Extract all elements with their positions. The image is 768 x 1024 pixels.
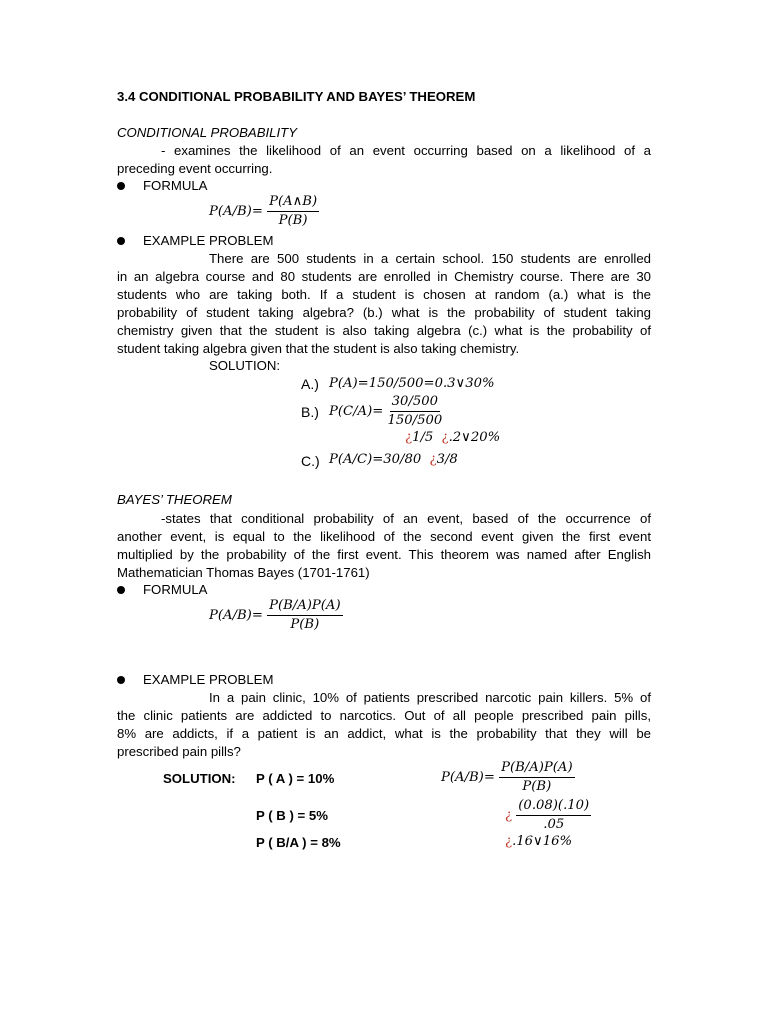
bullet-icon: [117, 586, 125, 594]
example-line: There are 500 students in a certain school. 150 students are enrolled: [209, 251, 651, 266]
answer-c-expr: P(A/C)=30/80: [329, 452, 422, 467]
solution-label: SOLUTION:: [209, 358, 281, 373]
example-line: 8% are addicts, if a patient is an addict, what is the probability that they will be: [117, 726, 651, 741]
page-title: 3.4 CONDITIONAL PROBABILITY AND BAYES’ THEOREM: [117, 89, 476, 104]
inverted-question-icon: ¿: [505, 834, 513, 849]
formula-numerator: P(B/A)P(A): [499, 760, 575, 778]
example-label: EXAMPLE PROBLEM: [143, 233, 274, 248]
bayes-solution-result: [505, 834, 572, 849]
bayes-desc-line: Mathematician Thomas Bayes (1701-1761): [117, 565, 370, 580]
bayes-solution-formula: [441, 760, 575, 795]
example-line: chemistry given that the student is also taking algebra (c.) what is the probability of: [117, 323, 651, 338]
formula-numerator: P(B/A)P(A): [267, 598, 343, 616]
formula-denominator: P(B): [278, 213, 308, 228]
example-line: probability of student taking algebra? (b.) what is the probability of student taking: [117, 305, 651, 320]
bayes-desc-line: -states that conditional probability of an event, based of the occurrence of: [161, 511, 651, 526]
example-line: in an algebra course and 80 students are enrolled in Chemistry course. There are 30: [117, 269, 651, 284]
substitution-denominator: .05: [543, 817, 565, 832]
answer-b-result: [405, 430, 500, 445]
formula-label: FORMULA: [143, 178, 208, 193]
answer-c-value: 3/8: [436, 452, 458, 467]
example-line: prescribed pain pills?: [117, 744, 241, 759]
example-label: EXAMPLE PROBLEM: [143, 672, 274, 687]
given-p-b: P ( B ) = 5%: [256, 808, 328, 823]
answer-c-math: [329, 452, 458, 467]
bayes-description: [117, 510, 651, 582]
answer-c-label: C.): [301, 453, 320, 469]
cp-formula: [209, 194, 319, 229]
answer-a-math: P(A)=150/500=0.3∨30%: [329, 376, 495, 391]
answer-b-lhs: P(C/A)=: [329, 404, 384, 419]
formula-fraction: [267, 598, 343, 633]
formula-label: FORMULA: [143, 582, 208, 597]
answer-b-value2: .2∨20%: [448, 430, 501, 445]
example-line: student taking algebra given that the student is also taking chemistry.: [117, 341, 520, 356]
answer-b-numerator: 30/500: [390, 394, 440, 412]
inverted-question-icon: ¿: [441, 430, 449, 445]
example-line: students who are taking both. If a student is chosen at random (a.) what is the: [117, 287, 651, 302]
bullet-icon: [117, 676, 125, 684]
bayes-result-value: .16∨16%: [512, 834, 573, 849]
formula-fraction: [267, 194, 319, 229]
bayes-desc-line: another event, is equal to the likelihood of the second event given the first event: [117, 529, 651, 544]
section-heading-bayes-theorem: BAYES’ THEOREM: [117, 492, 232, 507]
bullet-icon: [117, 182, 125, 190]
answer-b-math: [329, 394, 442, 429]
formula-denominator: P(B): [290, 617, 320, 632]
section-heading-conditional-probability: CONDITIONAL PROBABILITY: [117, 125, 298, 140]
formula-lhs: P(A/B)=: [209, 204, 263, 219]
answer-b-label: B.): [301, 404, 319, 420]
answer-b-fraction: [387, 394, 442, 429]
given-p-a: P ( A ) = 10%: [256, 771, 335, 786]
formula-numerator: P(A∧B): [267, 194, 319, 212]
answer-b-value1: 1/5: [412, 430, 434, 445]
bullet-icon: [117, 237, 125, 245]
cp-desc-line: preceding event occurring.: [117, 161, 273, 176]
substitution-fraction: [516, 798, 591, 833]
inverted-question-icon: ¿: [405, 430, 413, 445]
formula-lhs: P(A/B)=: [441, 770, 495, 785]
answer-b-denominator: 150/500: [387, 413, 443, 428]
cp-description: [117, 142, 651, 178]
formula-lhs: P(A/B)=: [209, 608, 263, 623]
example-line: the clinic patients are addicted to narcotics. Out of all people prescribed pain pills,: [117, 708, 651, 723]
bayes-example-text: [117, 689, 651, 761]
example-line: In a pain clinic, 10% of patients prescribed narcotic pain killers. 5% of: [209, 690, 651, 705]
cp-example-text: [117, 250, 651, 358]
formula-fraction: [499, 760, 575, 795]
solution-label: SOLUTION:: [163, 771, 236, 786]
bayes-desc-line: multiplied by the probability of the first event. This theorem was named after English: [117, 547, 651, 562]
bayes-formula: [209, 598, 343, 633]
given-p-b-given-a: P ( B/A ) = 8%: [256, 835, 341, 850]
bayes-solution-substitution: [505, 798, 591, 833]
answer-a-label: A.): [301, 376, 319, 392]
inverted-question-icon: ¿: [505, 808, 513, 823]
cp-desc-line: - examines the likelihood of an event occurring based on a likelihood of a: [161, 143, 651, 158]
inverted-question-icon: ¿: [429, 452, 437, 467]
formula-denominator: P(B): [522, 779, 552, 794]
substitution-numerator: (0.08)(.10): [516, 798, 591, 816]
